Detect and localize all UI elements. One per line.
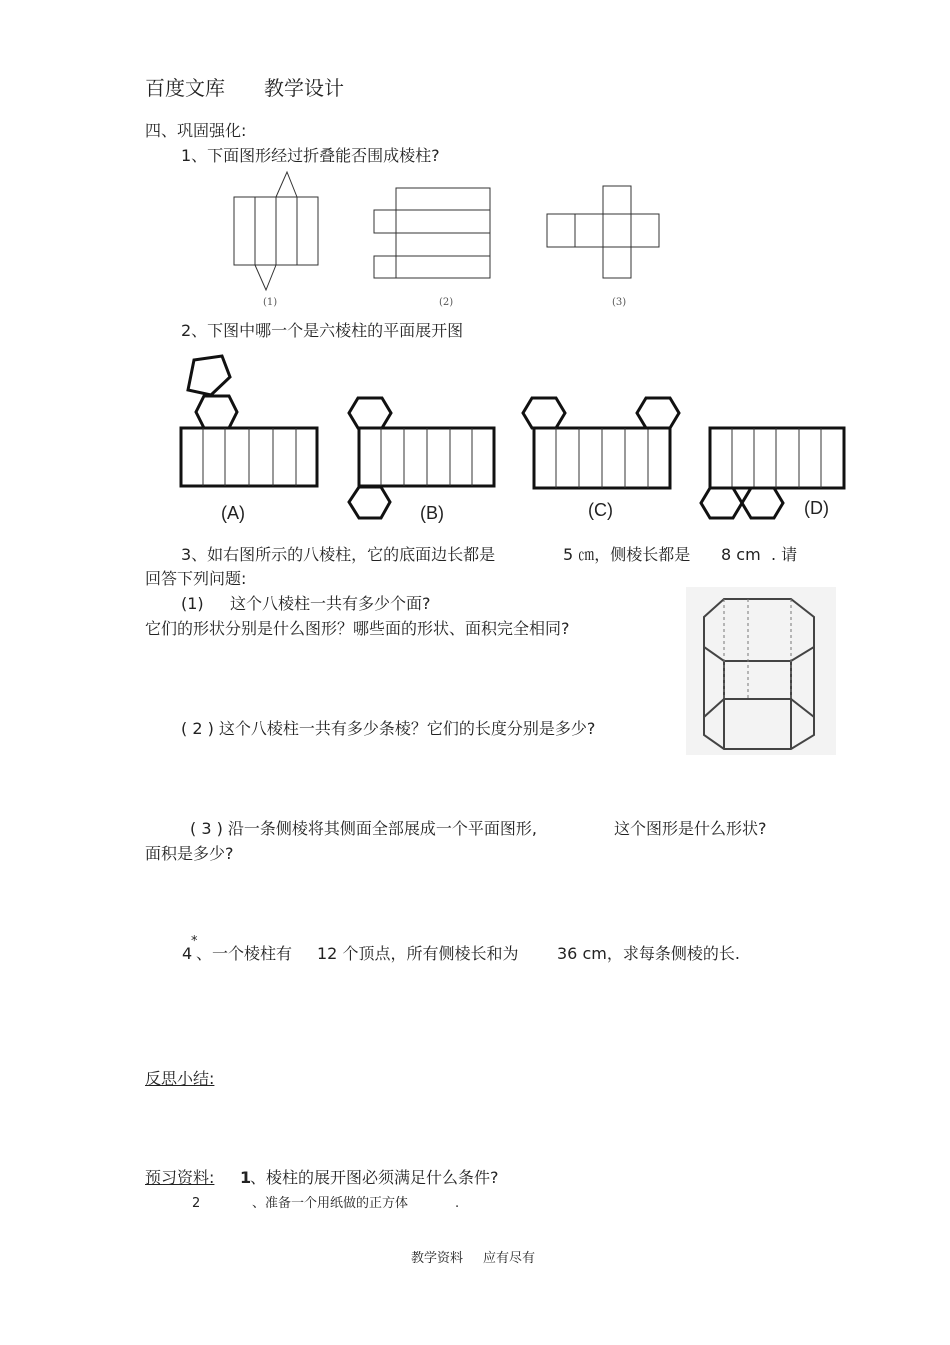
q3-sub1-text: 这个八棱柱一共有多少个面?: [230, 594, 431, 613]
q2-option-c[interactable]: (C): [588, 500, 613, 520]
section-title: 四、巩固强化:: [145, 121, 247, 140]
preview-item2-num: 2: [192, 1196, 201, 1211]
question-1: 1、下面图形经过折叠能否围成棱柱?: [181, 146, 440, 165]
q4-text-c: 36 cm，求每条侧棱的长.: [557, 944, 740, 963]
q3-sub2: ( 2 ) 这个八棱柱一共有多少条棱？它们的长度分别是多少?: [181, 719, 596, 738]
q2-option-a[interactable]: (A): [221, 503, 245, 523]
q3-line1-d: . 请: [771, 545, 798, 564]
question-2: 2、下图中哪一个是六棱柱的平面展开图: [181, 321, 464, 340]
q3-line1-c: 8 cm: [721, 545, 761, 564]
q3-sub1-text2: 它们的形状分别是什么图形？哪些面的形状、面积完全相同?: [145, 619, 570, 638]
preview-item1-text: 、棱柱的展开图必须满足什么条件?: [250, 1168, 499, 1187]
q2-option-b[interactable]: (B): [420, 503, 444, 523]
q3-line1-b: 5 ㎝，侧棱长都是: [563, 545, 691, 564]
q3-sub3-a: ( 3 ) 沿一条侧棱将其侧面全部展成一个平面图形,: [190, 819, 538, 838]
q4-text-b: 12 个顶点，所有侧棱长和为: [317, 944, 519, 963]
octagonal-prism-image: [686, 587, 836, 755]
q2-figures: [0, 0, 950, 530]
q2-option-c-net: [523, 398, 679, 488]
q4-number: 4: [182, 944, 193, 963]
reflection-label: 反思小结:: [145, 1069, 215, 1088]
q3-sub3-b: 这个图形是什么形状?: [614, 819, 767, 838]
preview-label: 预习资料:: [145, 1168, 215, 1187]
footer-right: 应有尽有: [483, 1251, 536, 1266]
q2-option-b-net: [349, 398, 494, 518]
preview-item2-end: .: [455, 1196, 460, 1211]
header-left: 百度文库: [145, 76, 225, 100]
q1-caption-2: (2): [439, 297, 454, 308]
q1-caption-3: (3): [612, 297, 627, 308]
q3-sub1-num: (1): [181, 594, 204, 613]
preview-item2-text: 、准备一个用纸做的正方体: [252, 1196, 409, 1211]
q2-option-d[interactable]: (D): [804, 498, 829, 518]
q3-line2: 回答下列问题:: [145, 569, 247, 588]
q3-sub3-c: 面积是多少?: [145, 844, 234, 863]
q4-star: *: [191, 934, 198, 949]
q4-text-a: 、一个棱柱有: [196, 944, 293, 963]
preview-item1-num: 1: [240, 1168, 252, 1187]
q3-line1-a: 3、如右图所示的八棱柱，它的底面边长都是: [181, 545, 496, 564]
header-right: 教学设计: [264, 76, 344, 100]
q1-caption-1: (1): [263, 297, 278, 308]
footer-left: 教学资料: [411, 1251, 464, 1266]
q2-option-a-net: [181, 356, 317, 486]
